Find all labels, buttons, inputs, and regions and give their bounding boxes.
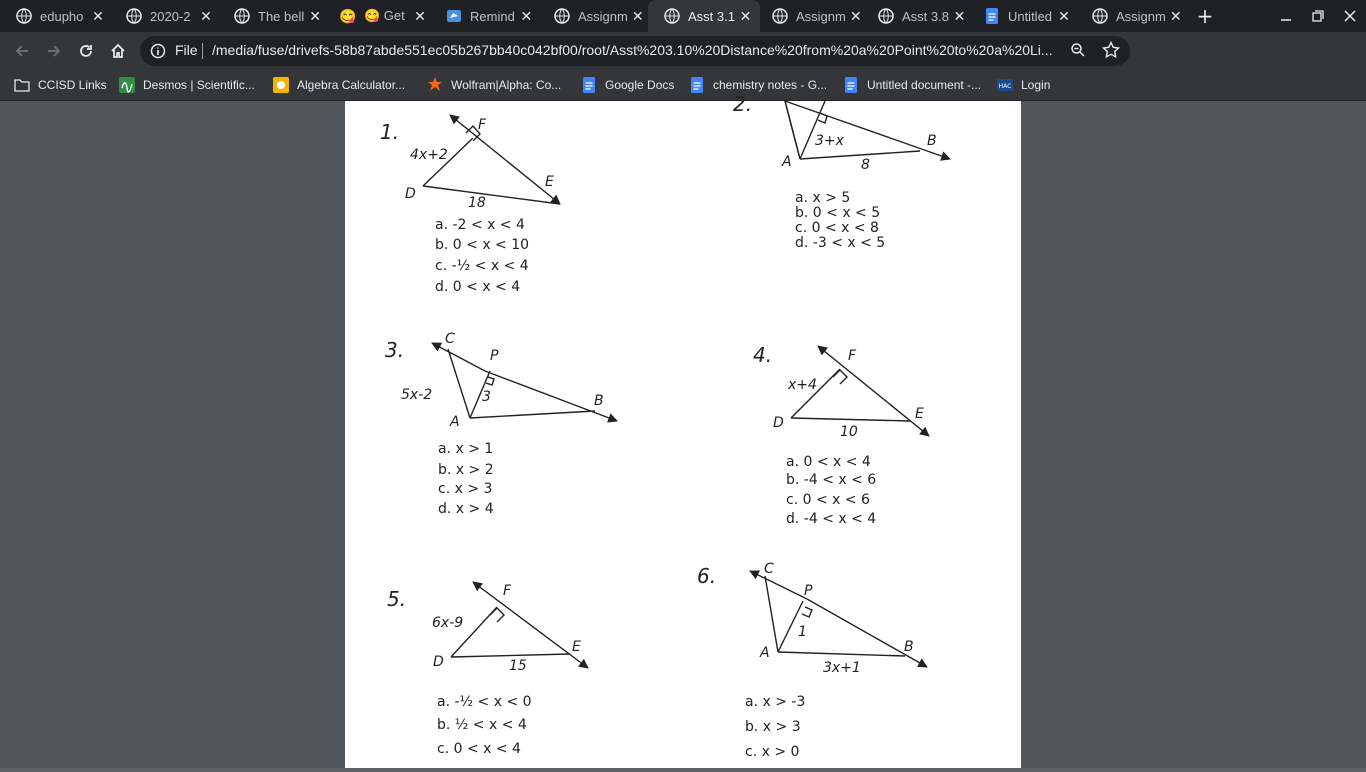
p3-vertex-c: C — [445, 331, 455, 347]
docs-icon — [581, 77, 597, 93]
divider — [202, 43, 203, 59]
p3-side-label: 5x-2 — [401, 387, 433, 403]
tab-title: Assignm — [578, 8, 628, 24]
bookmark-star-icon[interactable] — [1102, 41, 1120, 63]
globe-icon — [772, 8, 788, 24]
p6-side — [765, 576, 778, 652]
tab-2[interactable] — [218, 0, 330, 32]
p1-vertex-d: D — [405, 186, 416, 202]
tab-title: 😋 Get — [364, 8, 405, 23]
bookmark-chemistry-notes[interactable] — [689, 75, 827, 95]
bookmark-label: chemistry notes - G... — [713, 78, 828, 92]
minimize-icon[interactable] — [1270, 0, 1302, 32]
p5-base-label: 15 — [509, 658, 527, 674]
tab-1[interactable] — [110, 0, 222, 32]
close-icon[interactable]: ✕ — [414, 7, 426, 24]
p3-side — [448, 349, 470, 418]
bookmark-label: Algebra Calculator... — [297, 78, 406, 92]
p2-line — [785, 101, 950, 159]
p1-side-label: 4x+2 — [410, 147, 448, 163]
worksheet-drawing — [345, 92, 1021, 768]
p2-seg — [800, 101, 825, 159]
p5-choice-a: a. -½ < x < 0 — [437, 694, 532, 710]
close-icon[interactable]: ✕ — [849, 7, 862, 24]
bookmark-label: Wolfram|Alpha: Co... — [451, 78, 562, 92]
close-icon[interactable]: ✕ — [92, 7, 104, 24]
globe-icon — [554, 8, 570, 24]
p1-vertex-f: F — [478, 117, 487, 133]
p3-line-upper — [432, 343, 485, 371]
bookmark-desmos[interactable] — [119, 75, 255, 95]
folder-icon — [14, 77, 30, 93]
close-icon[interactable]: ✕ — [309, 7, 321, 24]
tab-7[interactable] — [756, 0, 868, 32]
globe-icon — [234, 8, 250, 24]
p6-line-lower — [807, 599, 927, 667]
p2-base-label: 8 — [861, 157, 870, 173]
problem-3-number: 3. — [385, 338, 405, 362]
tab-9[interactable] — [968, 0, 1080, 32]
bookmark-label: Desmos | Scientific... — [143, 78, 255, 92]
bookmarks-bar — [0, 70, 1366, 101]
problem-5-number: 5. — [387, 587, 407, 611]
problem-6-number: 6. — [697, 564, 717, 588]
p6-vertex-b: B — [904, 639, 914, 655]
tab-title: Asst 3.8 — [902, 8, 949, 24]
tab-title: 2020-2 — [150, 8, 191, 24]
back-icon[interactable] — [8, 37, 36, 65]
p5-vertex-d: D — [433, 654, 444, 670]
bookmark-label: Google Docs — [605, 78, 675, 92]
p6-choice-c: c. x > 0 — [745, 744, 800, 760]
p1-choice-a: a. -2 < x < 4 — [435, 217, 525, 233]
svg-text:HAC: HAC — [998, 83, 1012, 90]
p1-line — [450, 115, 560, 204]
globe-icon — [16, 8, 32, 24]
p6-vertex-a: A — [760, 645, 770, 661]
globe-icon — [878, 8, 894, 24]
p6-line-upper — [750, 571, 807, 599]
p1-base — [423, 186, 560, 204]
bookmark-label: Untitled document -... — [867, 78, 982, 92]
close-icon[interactable]: ✕ — [631, 7, 644, 24]
p2-choice-d: d. -3 < x < 5 — [795, 235, 886, 251]
p5-right-angle — [490, 608, 504, 622]
docs-icon — [843, 77, 859, 93]
p1-choice-b: b. 0 < x < 10 — [435, 237, 530, 253]
p4-vertex-d: D — [773, 415, 784, 431]
p1-choice-d: d. 0 < x < 4 — [435, 279, 521, 295]
p3-seg-label: 3 — [482, 389, 491, 405]
docs-icon — [984, 8, 1000, 24]
p4-vertex-f: F — [848, 348, 857, 364]
emoji-icon: 😋 — [339, 7, 357, 24]
close-icon[interactable]: ✕ — [739, 7, 752, 24]
tab-title: Assignm — [1116, 8, 1166, 24]
globe-icon — [1092, 8, 1108, 24]
wolfram-icon — [427, 77, 443, 93]
tab-8[interactable] — [862, 0, 974, 32]
p4-right-angle — [833, 370, 847, 384]
p4-vertex-e: E — [915, 406, 924, 422]
p5-side-label: 6x-9 — [432, 615, 464, 631]
algebra-icon — [273, 77, 289, 93]
bookmark-label: CCISD Links — [38, 78, 107, 92]
p6-vertex-c: C — [764, 561, 774, 577]
remind-icon — [446, 8, 462, 24]
globe-icon — [126, 8, 142, 24]
p2-vertex-a: A — [782, 154, 792, 170]
p2-choice-b: b. 0 < x < 5 — [795, 205, 881, 221]
problem-2-number: 2. — [733, 92, 753, 116]
p4-base — [791, 418, 910, 421]
p4-base-label: 10 — [840, 424, 858, 440]
problem-4-number: 4. — [753, 343, 773, 367]
new-tab-button[interactable]: + — [1196, 4, 1214, 28]
tab-6[interactable] — [648, 0, 760, 32]
close-icon[interactable]: ✕ — [200, 7, 212, 24]
info-icon[interactable] — [150, 43, 166, 63]
url-text[interactable]: /media/fuse/drivefs-58b87abde551ec05b267bb40c042bf00/root/Asst%203.10%20Distance%20from%20a%20Point%20to%20a%20Li... — [212, 42, 1053, 58]
p4-choice-a: a. 0 < x < 4 — [786, 454, 871, 470]
hac-icon — [997, 77, 1013, 93]
p4-choice-b: b. -4 < x < 6 — [786, 472, 877, 488]
p6-base-label: 3x+1 — [823, 660, 861, 676]
reload-icon[interactable] — [72, 37, 100, 65]
p1-vertex-e: E — [545, 174, 554, 190]
p3-vertex-p: P — [490, 348, 499, 364]
p3-base — [470, 411, 595, 418]
p6-vertex-p: P — [804, 583, 813, 599]
tab-4[interactable] — [430, 0, 542, 32]
bookmark-untitled-document[interactable] — [843, 75, 981, 95]
bookmark-login[interactable] — [997, 75, 1050, 95]
docs-icon — [689, 77, 705, 93]
p6-base — [778, 652, 905, 656]
p2-base — [800, 151, 920, 159]
bookmark-wolfram-alpha[interactable] — [427, 75, 561, 95]
bookmark-algebra-calculator[interactable] — [273, 75, 405, 95]
close-icon[interactable]: ✕ — [520, 7, 533, 24]
p6-right-angle — [802, 607, 812, 617]
p4-side-label: x+4 — [788, 377, 817, 393]
p2-choice-a: a. x > 5 — [795, 190, 851, 206]
tab-title: Remind — [470, 8, 515, 24]
close-icon[interactable]: ✕ — [1058, 7, 1070, 24]
p1-choice-c: c. -½ < x < 4 — [435, 258, 529, 274]
p3-vertex-a: A — [450, 414, 460, 430]
p6-choice-b: b. x > 3 — [745, 719, 801, 735]
close-icon[interactable]: ✕ — [953, 7, 966, 24]
bookmark-ccisd-links[interactable] — [14, 75, 107, 95]
p3-vertex-b: B — [594, 393, 604, 409]
tab-3[interactable] — [324, 0, 436, 32]
problem-1-number: 1. — [380, 120, 400, 144]
p2-choice-c: c. 0 < x < 8 — [795, 220, 879, 236]
p4-choice-d: d. -4 < x < 4 — [786, 511, 877, 527]
close-icon[interactable]: ✕ — [1169, 7, 1182, 24]
p5-vertex-e: E — [572, 639, 581, 655]
home-icon[interactable] — [104, 37, 132, 65]
tab-0[interactable] — [0, 0, 114, 32]
tab-strip — [0, 0, 1366, 32]
p3-choice-b: b. x > 2 — [438, 462, 494, 478]
tab-10[interactable] — [1076, 0, 1188, 32]
bookmark-google-docs[interactable] — [581, 75, 674, 95]
zoom-icon[interactable] — [1070, 42, 1086, 62]
pdf-page — [345, 92, 1021, 768]
address-bar[interactable] — [140, 36, 1130, 66]
forward-icon[interactable] — [40, 37, 68, 65]
tab-5[interactable] — [538, 0, 650, 32]
p3-choice-a: a. x > 1 — [438, 441, 494, 457]
p3-choice-d: d. x > 4 — [438, 501, 494, 517]
tab-title: Assignm — [796, 8, 846, 24]
p2-seg-label: 3+x — [815, 133, 844, 149]
p4-choice-c: c. 0 < x < 6 — [786, 492, 870, 508]
restore-icon[interactable] — [1302, 0, 1334, 32]
p6-seg-label: 1 — [798, 624, 807, 640]
scheme-label: File — [175, 42, 198, 58]
p6-choice-a: a. x > -3 — [745, 694, 806, 710]
tab-title: The bell — [258, 8, 305, 24]
bookmark-label: Login — [1021, 78, 1051, 92]
tab-title: edupho — [40, 8, 84, 24]
globe-icon — [664, 8, 680, 24]
p5-base — [451, 654, 570, 657]
tab-title: Asst 3.1 — [688, 8, 735, 24]
p5-choice-b: b. ½ < x < 4 — [437, 717, 527, 733]
close-window-icon[interactable] — [1334, 0, 1366, 32]
desmos-icon — [119, 77, 135, 93]
p4-line — [818, 346, 929, 436]
p2-vertex-b: B — [927, 133, 937, 149]
p5-choice-c: c. 0 < x < 4 — [437, 741, 521, 757]
p1-base-label: 18 — [468, 195, 486, 211]
p3-choice-c: c. x > 3 — [438, 481, 493, 497]
tab-title: Untitled — [1007, 8, 1053, 24]
p5-vertex-f: F — [503, 583, 512, 599]
